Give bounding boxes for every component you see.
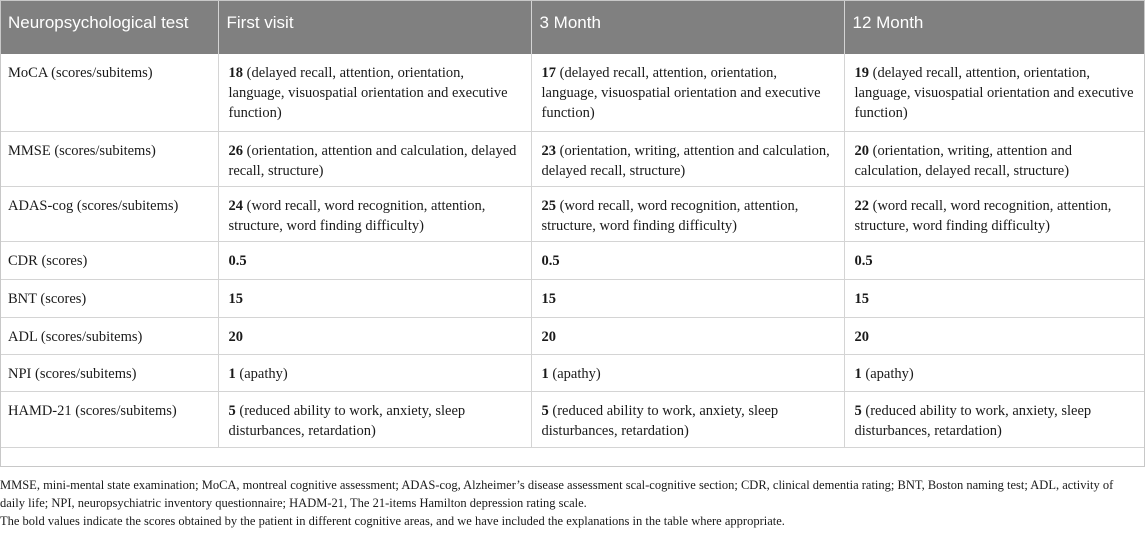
score-value: 5 (541, 402, 549, 419)
table-footnotes (0, 476, 1140, 530)
table-row (0, 279, 1145, 317)
subitems: (delayed recall, attention, orientation, language, visuospatial orientation and executive function) (854, 65, 1134, 121)
cell (844, 54, 1145, 131)
cell (218, 391, 531, 447)
subitems: (word recall, word recognition, attention, structure, word finding difficulty) (854, 197, 1112, 234)
cell (218, 354, 531, 391)
score-value: 0.5 (541, 252, 560, 269)
cell (218, 317, 531, 354)
abbreviations-note: MMSE, mini-mental state examination; MoCA, montreal cognitive assessment; ADAS-cog, Alzheimer’s disease assessment scal-cognitive section; CDR, clinical dementia rating; BNT, Boston naming test; ADL, activity of daily life; NPI, neuropsychiatric inventory questionnaire; HADM-21, The 21-items Hamilton depression rating scale. (0, 478, 1114, 510)
cell (844, 317, 1145, 354)
subitems: (reduced ability to work, anxiety, sleep disturbances, retardation) (228, 402, 466, 439)
table-row (0, 241, 1145, 279)
score-value: 20 (854, 142, 869, 159)
row-label: ADAS-cog (scores/subitems) (0, 186, 218, 241)
score-value: 15 (228, 290, 243, 307)
score-value: 1 (541, 365, 549, 382)
score-value: 20 (228, 328, 243, 345)
subitems: (orientation, writing, attention and calculation, delayed recall, structure) (854, 142, 1072, 179)
row-label: ADL (scores/subitems) (0, 317, 218, 354)
score-value: 0.5 (854, 252, 873, 269)
cell (531, 391, 844, 447)
cell (531, 54, 844, 131)
cell (218, 241, 531, 279)
score-value: 24 (228, 197, 243, 214)
table-row (0, 131, 1145, 186)
subitems: (word recall, word recognition, attention, structure, word finding difficulty) (541, 197, 799, 234)
bold-values-note: The bold values indicate the scores obtained by the patient in different cognitive areas, and we have included the explanations in the table where appropriate. (0, 514, 785, 528)
score-value: 25 (541, 197, 556, 214)
cell (531, 354, 844, 391)
cell (844, 354, 1145, 391)
cell (531, 241, 844, 279)
table-row (0, 186, 1145, 241)
cell (218, 54, 531, 131)
table-row (0, 354, 1145, 391)
row-label: MoCA (scores/subitems) (0, 54, 218, 131)
score-value: 20 (541, 328, 556, 345)
header-row (0, 0, 1145, 54)
cell (218, 279, 531, 317)
row-label: MMSE (scores/subitems) (0, 131, 218, 186)
subitems: (apathy) (235, 365, 288, 382)
table-row (0, 317, 1145, 354)
cell (844, 279, 1145, 317)
subitems: (delayed recall, attention, orientation, language, visuospatial orientation and executive function) (228, 65, 508, 121)
subitems: (word recall, word recognition, attention, structure, word finding difficulty) (228, 197, 486, 234)
cell (531, 131, 844, 186)
cell (218, 131, 531, 186)
score-value: 1 (854, 365, 862, 382)
cell (844, 241, 1145, 279)
row-label: NPI (scores/subitems) (0, 354, 218, 391)
cell (218, 186, 531, 241)
score-value: 18 (228, 65, 243, 81)
cell (844, 391, 1145, 447)
subitems: (orientation, writing, attention and calculation, delayed recall, structure) (541, 142, 830, 179)
row-label: CDR (scores) (0, 241, 218, 279)
subitems: (reduced ability to work, anxiety, sleep disturbances, retardation) (854, 402, 1092, 439)
subitems: (delayed recall, attention, orientation, language, visuospatial orientation and executive function) (541, 65, 821, 121)
header-3-month: 3 Month (531, 0, 844, 54)
cell (844, 131, 1145, 186)
row-label: BNT (scores) (0, 279, 218, 317)
score-value: 5 (228, 402, 236, 419)
subitems: (reduced ability to work, anxiety, sleep disturbances, retardation) (541, 402, 779, 439)
score-value: 22 (854, 197, 869, 214)
score-value: 15 (854, 290, 869, 307)
subitems: (apathy) (548, 365, 601, 382)
header-first-visit: First visit (218, 0, 531, 54)
score-value: 20 (854, 328, 869, 345)
score-value: 17 (541, 65, 556, 81)
table-row (0, 391, 1145, 447)
row-label: HAMD-21 (scores/subitems) (0, 391, 218, 447)
score-value: 0.5 (228, 252, 247, 269)
header-12-month: 12 Month (844, 0, 1145, 54)
score-value: 15 (541, 290, 556, 307)
table-row (0, 54, 1145, 131)
score-value: 19 (854, 65, 869, 81)
cell (531, 186, 844, 241)
score-value: 23 (541, 142, 556, 159)
subitems: (orientation, attention and calculation, delayed recall, structure) (228, 142, 517, 179)
score-value: 26 (228, 142, 243, 159)
header-test: Neuropsychological test (0, 0, 218, 54)
cell (844, 186, 1145, 241)
subitems: (apathy) (861, 365, 914, 382)
score-value: 1 (228, 365, 236, 382)
cell (531, 279, 844, 317)
score-value: 5 (854, 402, 862, 419)
cell (531, 317, 844, 354)
